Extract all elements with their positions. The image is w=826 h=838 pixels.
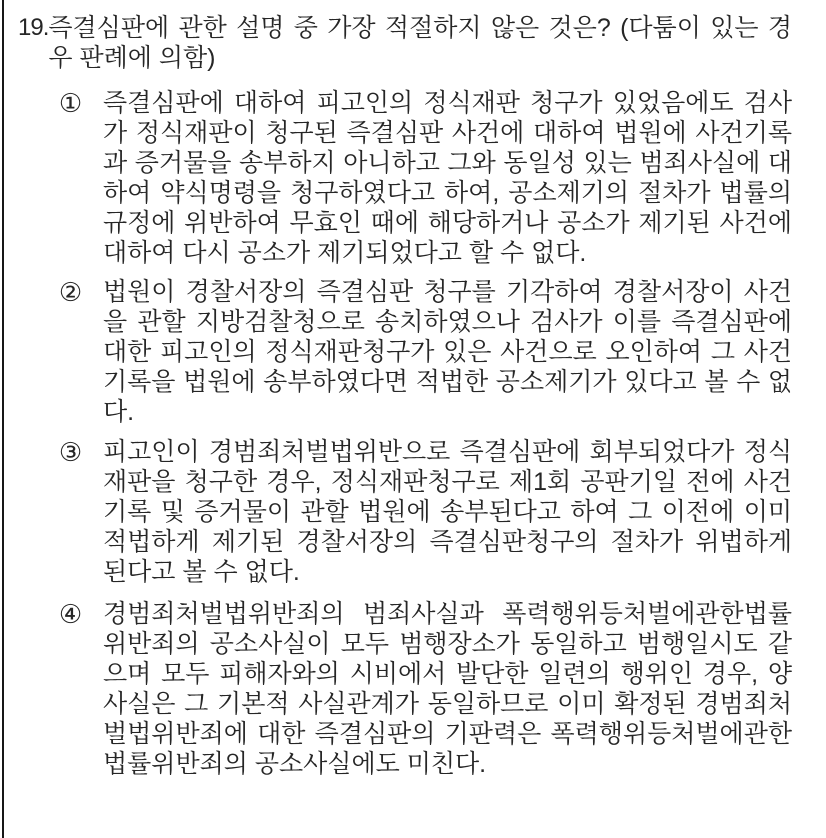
option-2-text: 법원이 경찰서장의 즉결심판 청구를 기각하여 경찰서장이 사건을 관할 지방검찰청으로 송치하였으나 검사가 이를 즉결심판에 대한 피고인의 정식재판청구가 있은 사건으로 오인하여 그 사건기록을 법원에 송부하였다면 적법한 공소제기가 있다고 볼 수 없다. [103, 278, 792, 426]
option-4 [18, 599, 792, 779]
question-number: 19. [18, 14, 49, 41]
option-3-circled-number: ③ [58, 437, 83, 467]
question-header [18, 13, 792, 73]
left-border-line [2, 0, 4, 838]
option-1 [18, 88, 792, 268]
question-text: 즉결심판에 관한 설명 중 가장 적절하지 않은 것은? (다툼이 있는 경우 판례에 의함) [48, 14, 792, 72]
option-4-text: 경범죄처벌법위반죄의 범죄사실과 폭력행위등처벌에관한법률위반죄의 공소사실이 모두 범행장소가 동일하고 범행일시도 같으며 모두 피해자와의 시비에서 발단한 일련의 행위인 경우, 양 사실은 그 기본적 사실관계가 동일하므로 이미 확정된 경범죄처벌법위반죄에 대한 즉결심판의 기판력은 폭력행위등처벌에관한법률위반죄의 공소사실에도 미친다. [103, 600, 792, 778]
option-1-circled-number: ① [58, 88, 83, 118]
option-3 [18, 437, 792, 587]
option-2-circled-number: ② [58, 277, 83, 307]
option-3-text: 피고인이 경범죄처벌법위반으로 즉결심판에 회부되었다가 정식재판을 청구한 경우, 정식재판청구로 제1회 공판기일 전에 사건기록 및 증거물이 관할 법원에 송부된다고 하여 그 이전에 이미 적법하게 제기된 경찰서장의 즉결심판청구의 절차가 위법하게 된다고 볼 수 없다. [103, 438, 792, 586]
option-2 [18, 277, 792, 427]
option-4-circled-number: ④ [58, 599, 83, 629]
option-1-text: 즉결심판에 대하여 피고인의 정식재판 청구가 있었음에도 검사가 정식재판이 청구된 즉결심판 사건에 대하여 법원에 사건기록과 증거물을 송부하지 아니하고 그와 동일성 있는 범죄사실에 대하여 약식명령을 청구하였다고 하여, 공소제기의 절차가 법률의 규정에 위반하여 무효인 때에 해당하거나 공소가 제기된 사건에 대하여 다시 공소가 제기되었다고 할 수 없다. [103, 89, 792, 267]
